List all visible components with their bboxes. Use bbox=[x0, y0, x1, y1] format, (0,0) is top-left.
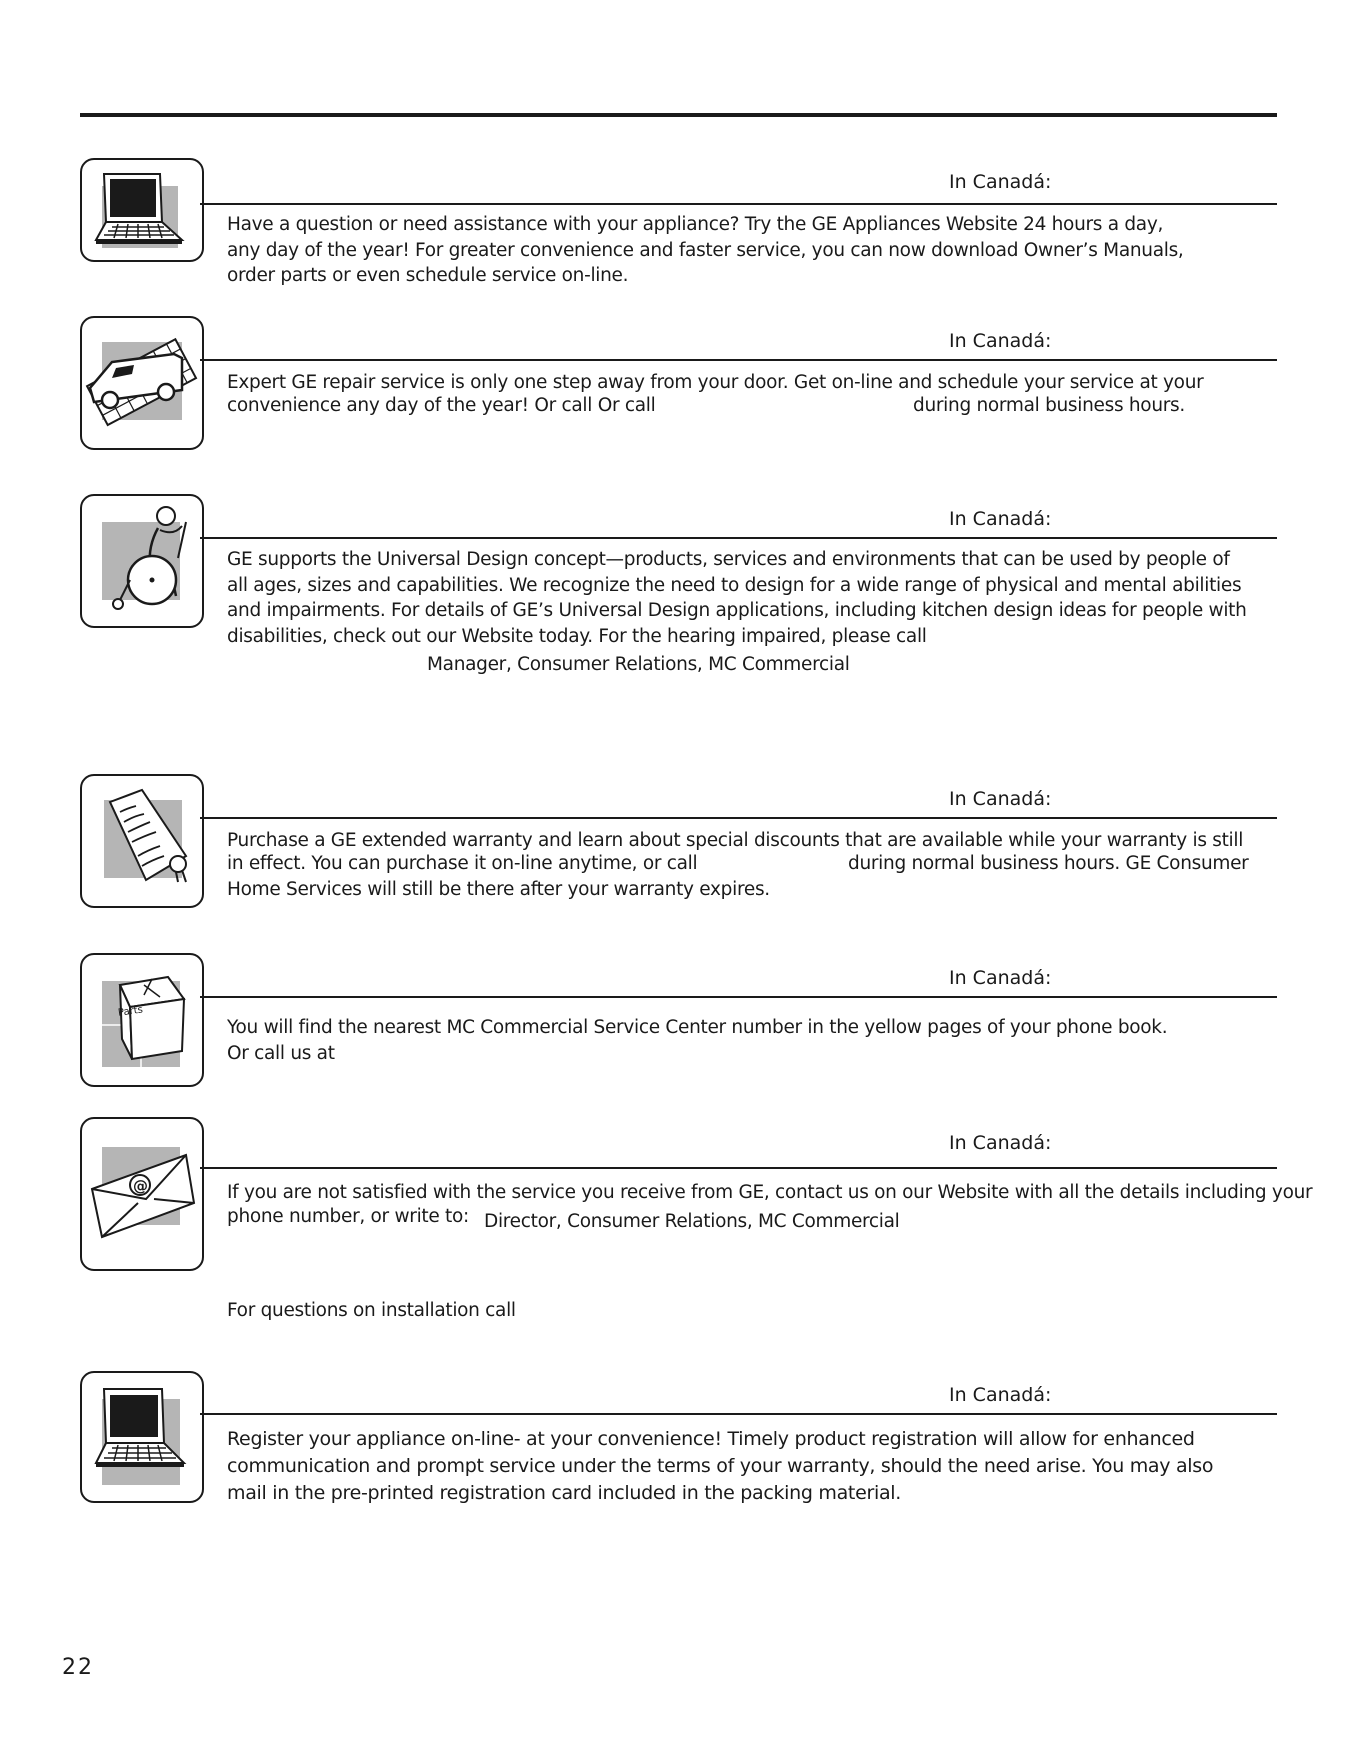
body-line: If you are not satisfied with the service you receive from GE, contact us on our Website with all the details including your bbox=[227, 1182, 1313, 1203]
section-body bbox=[227, 828, 1277, 854]
mailing-address: Manager, Consumer Relations, MC Commercial bbox=[427, 654, 850, 675]
canada-label: In Canadá: bbox=[949, 508, 1052, 530]
canada-label: In Canadá: bbox=[949, 788, 1052, 810]
body-line: all ages, sizes and capabilities. We recognize the need to design for a wide range of physical and mental abilities bbox=[227, 574, 1242, 596]
canada-label: In Canadá: bbox=[949, 1384, 1052, 1406]
body-line: and impairments. For details of GE’s Universal Design applications, including kitchen design ideas for people with bbox=[227, 600, 1247, 621]
body-line: convenience any day of the year! Or call Or call bbox=[227, 395, 656, 416]
body-line: during normal business hours. bbox=[913, 395, 1185, 416]
body-line: during normal business hours. GE Consumer bbox=[848, 853, 1249, 874]
mailing-address: Director, Consumer Relations, MC Commercial bbox=[484, 1211, 900, 1232]
body-line: You will find the nearest MC Commercial Service Center number in the yellow pages of your phone book. bbox=[227, 1017, 1168, 1038]
section-body bbox=[227, 370, 1277, 396]
canada-label: In Canadá: bbox=[949, 330, 1052, 352]
body-line: communication and prompt service under the terms of your warranty, should the need arise. You may also bbox=[227, 1455, 1214, 1477]
body-line: Home Services will still be there after your warranty expires. bbox=[227, 879, 770, 900]
section-body bbox=[227, 1180, 1313, 1206]
section-body bbox=[227, 547, 1277, 649]
installation-line: For questions on installation call bbox=[227, 1300, 516, 1321]
page-number: 22 bbox=[62, 1655, 94, 1680]
body-line: Register your appliance on-line- at your convenience! Timely product registration will allow for enhanced bbox=[227, 1428, 1195, 1450]
body-line: Or call us at bbox=[227, 1042, 335, 1064]
parts-label: Parts bbox=[117, 1004, 144, 1019]
top-rule bbox=[80, 113, 1277, 117]
warranty-document-icon bbox=[80, 774, 204, 908]
service-van-icon bbox=[80, 316, 204, 450]
section-body bbox=[227, 1426, 1277, 1507]
svg-text:@: @ bbox=[133, 1177, 148, 1195]
wheelchair-user-icon bbox=[80, 494, 204, 628]
body-line: disabilities, check out our Website today. For the hearing impaired, please call bbox=[227, 625, 927, 647]
laptop-icon bbox=[80, 158, 204, 262]
canada-label: In Canadá: bbox=[949, 1132, 1052, 1154]
parts-box-icon bbox=[80, 953, 204, 1087]
section-rule bbox=[200, 996, 1277, 998]
body-line: order parts or even schedule service on-line. bbox=[227, 265, 629, 286]
section-rule bbox=[200, 1413, 1277, 1415]
section-body bbox=[227, 212, 1277, 289]
body-line: in effect. You can purchase it on-line anytime, or call bbox=[227, 853, 698, 874]
body-line: phone number, or write to: bbox=[227, 1206, 469, 1227]
section-rule bbox=[200, 537, 1277, 539]
canada-label: In Canadá: bbox=[949, 967, 1052, 989]
email-envelope-icon bbox=[80, 1117, 204, 1271]
body-line: Purchase a GE extended warranty and learn about special discounts that are available while your warranty is still bbox=[227, 830, 1244, 851]
body-line: GE supports the Universal Design concept—products, services and environments that can be used by people of bbox=[227, 549, 1230, 570]
body-line: mail in the pre-printed registration card included in the packing material. bbox=[227, 1482, 902, 1504]
body-line: Have a question or need assistance with your appliance? Try the GE Appliances Website 24 hours a day, bbox=[227, 214, 1164, 235]
canada-label: In Canadá: bbox=[949, 171, 1052, 193]
body-line: any day of the year! For greater convenience and faster service, you can now download Owner’s Manuals, bbox=[227, 239, 1184, 261]
section-rule bbox=[200, 359, 1277, 361]
section-rule bbox=[200, 203, 1277, 205]
body-line: Expert GE repair service is only one step away from your door. Get on-line and schedule your service at your bbox=[227, 372, 1204, 393]
laptop-icon bbox=[80, 1371, 204, 1503]
section-body bbox=[227, 1015, 1277, 1066]
section-rule bbox=[200, 1167, 1277, 1169]
section-rule bbox=[200, 817, 1277, 819]
